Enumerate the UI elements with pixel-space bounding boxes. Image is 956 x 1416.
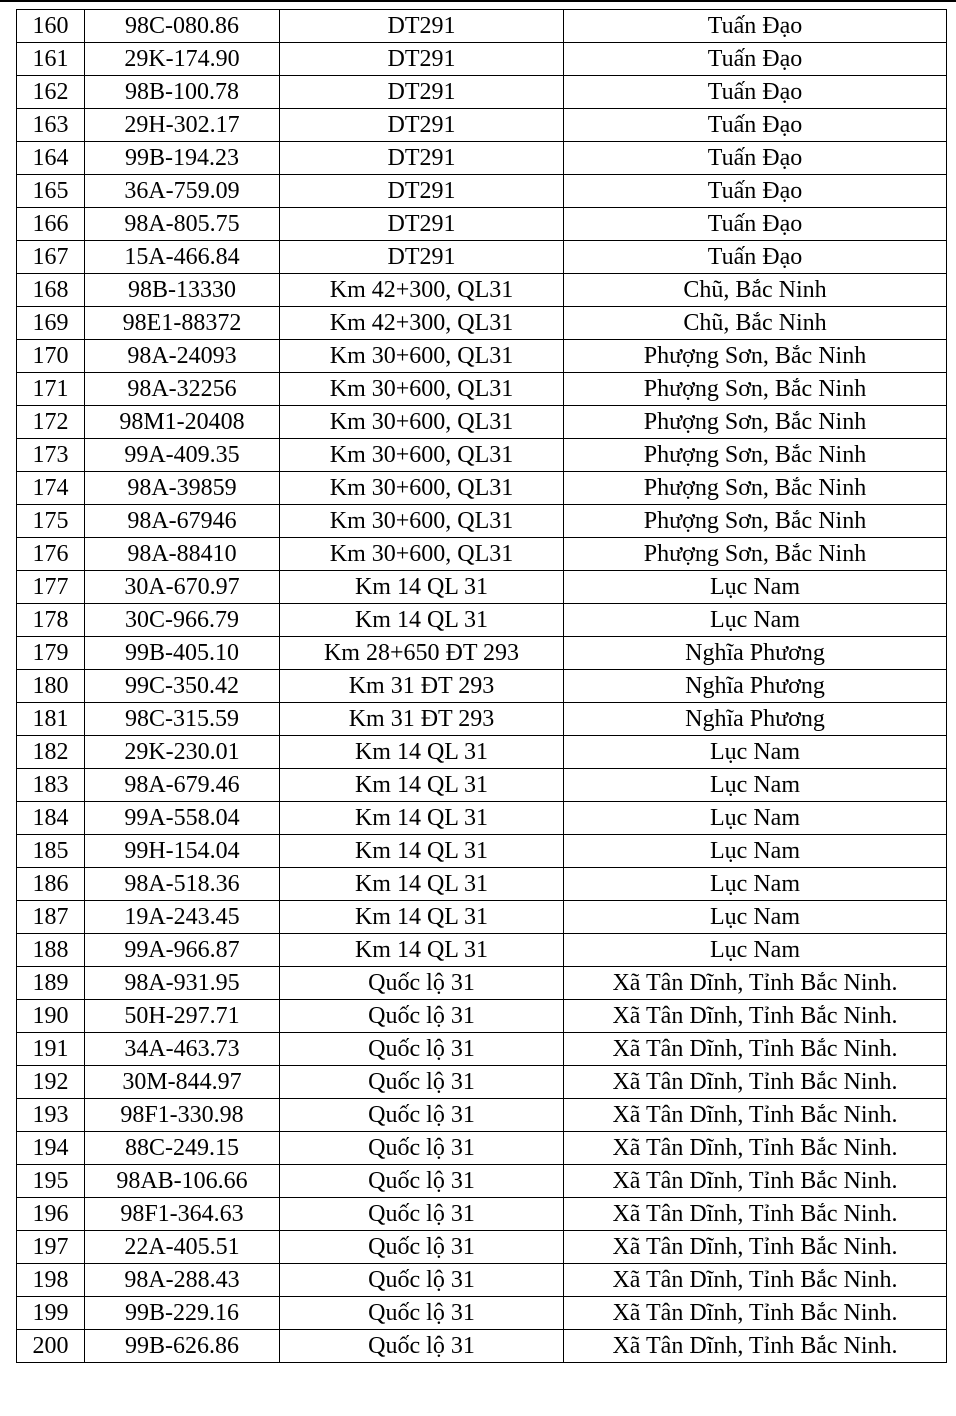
row-number: 176 xyxy=(17,538,85,571)
area-name: Xã Tân Dĩnh, Tỉnh Bắc Ninh. xyxy=(564,1132,947,1165)
violation-location: Quốc lộ 31 xyxy=(280,1033,564,1066)
violation-table xyxy=(16,9,947,1363)
area-name: Chũ, Bắc Ninh xyxy=(564,307,947,340)
row-number: 164 xyxy=(17,142,85,175)
row-number: 169 xyxy=(17,307,85,340)
violation-location: Quốc lộ 31 xyxy=(280,1066,564,1099)
license-plate: 34A-463.73 xyxy=(85,1033,280,1066)
license-plate: 98AB-106.66 xyxy=(85,1165,280,1198)
area-name: Xã Tân Dĩnh, Tỉnh Bắc Ninh. xyxy=(564,1297,947,1330)
area-name: Tuấn Đạo xyxy=(564,142,947,175)
violation-location: Km 14 QL 31 xyxy=(280,604,564,637)
table-row xyxy=(17,967,947,1000)
violation-location: Quốc lộ 31 xyxy=(280,1330,564,1363)
table-row xyxy=(17,175,947,208)
violation-location: Km 14 QL 31 xyxy=(280,571,564,604)
area-name: Tuấn Đạo xyxy=(564,109,947,142)
license-plate: 29K-230.01 xyxy=(85,736,280,769)
license-plate: 19A-243.45 xyxy=(85,901,280,934)
table-row xyxy=(17,934,947,967)
violation-location: Km 14 QL 31 xyxy=(280,934,564,967)
violation-location: DT291 xyxy=(280,10,564,43)
violation-location: Quốc lộ 31 xyxy=(280,1000,564,1033)
license-plate: 99H-154.04 xyxy=(85,835,280,868)
table-row xyxy=(17,1099,947,1132)
area-name: Tuấn Đạo xyxy=(564,175,947,208)
area-name: Nghĩa Phương xyxy=(564,703,947,736)
row-number: 160 xyxy=(17,10,85,43)
row-number: 191 xyxy=(17,1033,85,1066)
area-name: Phượng Sơn, Bắc Ninh xyxy=(564,472,947,505)
violation-location: Km 28+650 ĐT 293 xyxy=(280,637,564,670)
license-plate: 98B-13330 xyxy=(85,274,280,307)
table-row xyxy=(17,835,947,868)
area-name: Phượng Sơn, Bắc Ninh xyxy=(564,406,947,439)
row-number: 173 xyxy=(17,439,85,472)
violation-location: Km 42+300, QL31 xyxy=(280,274,564,307)
area-name: Tuấn Đạo xyxy=(564,76,947,109)
row-number: 181 xyxy=(17,703,85,736)
table-row xyxy=(17,670,947,703)
row-number: 165 xyxy=(17,175,85,208)
violation-location: DT291 xyxy=(280,175,564,208)
violation-location: DT291 xyxy=(280,76,564,109)
area-name: Xã Tân Dĩnh, Tỉnh Bắc Ninh. xyxy=(564,1165,947,1198)
license-plate: 98A-67946 xyxy=(85,505,280,538)
area-name: Lục Nam xyxy=(564,835,947,868)
area-name: Lục Nam xyxy=(564,802,947,835)
row-number: 188 xyxy=(17,934,85,967)
row-number: 177 xyxy=(17,571,85,604)
area-name: Lục Nam xyxy=(564,769,947,802)
area-name: Lục Nam xyxy=(564,736,947,769)
violation-location: Km 30+600, QL31 xyxy=(280,538,564,571)
row-number: 182 xyxy=(17,736,85,769)
row-number: 193 xyxy=(17,1099,85,1132)
license-plate: 98A-24093 xyxy=(85,340,280,373)
license-plate: 98E1-88372 xyxy=(85,307,280,340)
violation-location: Quốc lộ 31 xyxy=(280,1297,564,1330)
license-plate: 29K-174.90 xyxy=(85,43,280,76)
violation-location: Km 14 QL 31 xyxy=(280,901,564,934)
table-row xyxy=(17,76,947,109)
area-name: Lục Nam xyxy=(564,604,947,637)
row-number: 168 xyxy=(17,274,85,307)
license-plate: 98A-931.95 xyxy=(85,967,280,1000)
license-plate: 98F1-330.98 xyxy=(85,1099,280,1132)
table-row xyxy=(17,1297,947,1330)
table-row xyxy=(17,703,947,736)
license-plate: 98C-315.59 xyxy=(85,703,280,736)
license-plate: 98A-679.46 xyxy=(85,769,280,802)
area-name: Nghĩa Phương xyxy=(564,637,947,670)
table-row xyxy=(17,274,947,307)
row-number: 162 xyxy=(17,76,85,109)
violation-location: Km 14 QL 31 xyxy=(280,835,564,868)
area-name: Xã Tân Dĩnh, Tỉnh Bắc Ninh. xyxy=(564,1066,947,1099)
table-row xyxy=(17,1264,947,1297)
table-row xyxy=(17,1198,947,1231)
license-plate: 50H-297.71 xyxy=(85,1000,280,1033)
row-number: 189 xyxy=(17,967,85,1000)
table-row xyxy=(17,868,947,901)
violation-location: Km 30+600, QL31 xyxy=(280,340,564,373)
table-row xyxy=(17,307,947,340)
license-plate: 98A-288.43 xyxy=(85,1264,280,1297)
area-name: Tuấn Đạo xyxy=(564,208,947,241)
license-plate: 88C-249.15 xyxy=(85,1132,280,1165)
table-row xyxy=(17,637,947,670)
license-plate: 99B-194.23 xyxy=(85,142,280,175)
area-name: Phượng Sơn, Bắc Ninh xyxy=(564,439,947,472)
table-row xyxy=(17,538,947,571)
area-name: Xã Tân Dĩnh, Tỉnh Bắc Ninh. xyxy=(564,1099,947,1132)
license-plate: 22A-405.51 xyxy=(85,1231,280,1264)
license-plate: 98A-32256 xyxy=(85,373,280,406)
area-name: Tuấn Đạo xyxy=(564,241,947,274)
row-number: 185 xyxy=(17,835,85,868)
violation-location: Quốc lộ 31 xyxy=(280,1198,564,1231)
license-plate: 98A-518.36 xyxy=(85,868,280,901)
row-number: 163 xyxy=(17,109,85,142)
table-row xyxy=(17,505,947,538)
violation-location: Km 30+600, QL31 xyxy=(280,505,564,538)
row-number: 194 xyxy=(17,1132,85,1165)
area-name: Xã Tân Dĩnh, Tỉnh Bắc Ninh. xyxy=(564,1033,947,1066)
violation-location: DT291 xyxy=(280,43,564,76)
area-name: Lục Nam xyxy=(564,571,947,604)
table-row xyxy=(17,439,947,472)
violation-location: DT291 xyxy=(280,109,564,142)
license-plate: 15A-466.84 xyxy=(85,241,280,274)
table-row xyxy=(17,1330,947,1363)
row-number: 170 xyxy=(17,340,85,373)
violation-location: Km 14 QL 31 xyxy=(280,736,564,769)
license-plate: 99A-966.87 xyxy=(85,934,280,967)
table-row xyxy=(17,241,947,274)
license-plate: 98A-805.75 xyxy=(85,208,280,241)
violation-location: Quốc lộ 31 xyxy=(280,1099,564,1132)
row-number: 184 xyxy=(17,802,85,835)
area-name: Lục Nam xyxy=(564,901,947,934)
row-number: 199 xyxy=(17,1297,85,1330)
license-plate: 30C-966.79 xyxy=(85,604,280,637)
area-name: Nghĩa Phương xyxy=(564,670,947,703)
area-name: Tuấn Đạo xyxy=(564,10,947,43)
table-row xyxy=(17,769,947,802)
violation-location: Quốc lộ 31 xyxy=(280,1231,564,1264)
table-row xyxy=(17,10,947,43)
violation-location: Km 30+600, QL31 xyxy=(280,406,564,439)
row-number: 171 xyxy=(17,373,85,406)
license-plate: 99C-350.42 xyxy=(85,670,280,703)
area-name: Xã Tân Dĩnh, Tỉnh Bắc Ninh. xyxy=(564,967,947,1000)
row-number: 195 xyxy=(17,1165,85,1198)
row-number: 175 xyxy=(17,505,85,538)
row-number: 198 xyxy=(17,1264,85,1297)
area-name: Xã Tân Dĩnh, Tỉnh Bắc Ninh. xyxy=(564,1198,947,1231)
license-plate: 30M-844.97 xyxy=(85,1066,280,1099)
table-row xyxy=(17,142,947,175)
table-row xyxy=(17,109,947,142)
table-row xyxy=(17,406,947,439)
row-number: 180 xyxy=(17,670,85,703)
row-number: 192 xyxy=(17,1066,85,1099)
violation-location: DT291 xyxy=(280,241,564,274)
license-plate: 36A-759.09 xyxy=(85,175,280,208)
table-row xyxy=(17,1033,947,1066)
license-plate: 98C-080.86 xyxy=(85,10,280,43)
license-plate: 99B-229.16 xyxy=(85,1297,280,1330)
license-plate: 98F1-364.63 xyxy=(85,1198,280,1231)
area-name: Tuấn Đạo xyxy=(564,43,947,76)
area-name: Lục Nam xyxy=(564,934,947,967)
table-row xyxy=(17,1066,947,1099)
license-plate: 99B-626.86 xyxy=(85,1330,280,1363)
violation-location: Km 14 QL 31 xyxy=(280,802,564,835)
table-row xyxy=(17,571,947,604)
license-plate: 98B-100.78 xyxy=(85,76,280,109)
table-row xyxy=(17,604,947,637)
area-name: Xã Tân Dĩnh, Tỉnh Bắc Ninh. xyxy=(564,1264,947,1297)
table-row xyxy=(17,340,947,373)
area-name: Phượng Sơn, Bắc Ninh xyxy=(564,373,947,406)
top-rule xyxy=(0,0,956,2)
violation-location: Km 31 ĐT 293 xyxy=(280,670,564,703)
area-name: Xã Tân Dĩnh, Tỉnh Bắc Ninh. xyxy=(564,1000,947,1033)
row-number: 196 xyxy=(17,1198,85,1231)
table-row xyxy=(17,736,947,769)
license-plate: 98M1-20408 xyxy=(85,406,280,439)
license-plate: 99B-405.10 xyxy=(85,637,280,670)
table-row xyxy=(17,1165,947,1198)
table-row xyxy=(17,901,947,934)
violation-location: Km 30+600, QL31 xyxy=(280,439,564,472)
table-row xyxy=(17,472,947,505)
violation-location: Quốc lộ 31 xyxy=(280,1165,564,1198)
area-name: Lục Nam xyxy=(564,868,947,901)
row-number: 190 xyxy=(17,1000,85,1033)
license-plate: 98A-39859 xyxy=(85,472,280,505)
violation-location: DT291 xyxy=(280,208,564,241)
license-plate: 99A-558.04 xyxy=(85,802,280,835)
area-name: Phượng Sơn, Bắc Ninh xyxy=(564,538,947,571)
license-plate: 99A-409.35 xyxy=(85,439,280,472)
table-body xyxy=(17,10,947,1363)
row-number: 183 xyxy=(17,769,85,802)
row-number: 172 xyxy=(17,406,85,439)
table-row xyxy=(17,208,947,241)
row-number: 174 xyxy=(17,472,85,505)
area-name: Phượng Sơn, Bắc Ninh xyxy=(564,505,947,538)
row-number: 166 xyxy=(17,208,85,241)
table-row xyxy=(17,1231,947,1264)
license-plate: 98A-88410 xyxy=(85,538,280,571)
violation-location: Km 31 ĐT 293 xyxy=(280,703,564,736)
row-number: 179 xyxy=(17,637,85,670)
row-number: 161 xyxy=(17,43,85,76)
row-number: 197 xyxy=(17,1231,85,1264)
row-number: 200 xyxy=(17,1330,85,1363)
area-name: Xã Tân Dĩnh, Tỉnh Bắc Ninh. xyxy=(564,1231,947,1264)
violation-location: Km 14 QL 31 xyxy=(280,769,564,802)
license-plate: 30A-670.97 xyxy=(85,571,280,604)
row-number: 186 xyxy=(17,868,85,901)
violation-location: Quốc lộ 31 xyxy=(280,967,564,1000)
violation-location: Km 14 QL 31 xyxy=(280,868,564,901)
table-row xyxy=(17,802,947,835)
license-plate: 29H-302.17 xyxy=(85,109,280,142)
violation-location: Km 30+600, QL31 xyxy=(280,373,564,406)
violation-location: Quốc lộ 31 xyxy=(280,1132,564,1165)
violation-location: DT291 xyxy=(280,142,564,175)
table-row xyxy=(17,1132,947,1165)
row-number: 178 xyxy=(17,604,85,637)
area-name: Xã Tân Dĩnh, Tỉnh Bắc Ninh. xyxy=(564,1330,947,1363)
table-row xyxy=(17,373,947,406)
area-name: Phượng Sơn, Bắc Ninh xyxy=(564,340,947,373)
violation-location: Quốc lộ 31 xyxy=(280,1264,564,1297)
violation-location: Km 42+300, QL31 xyxy=(280,307,564,340)
violation-location: Km 30+600, QL31 xyxy=(280,472,564,505)
table-row xyxy=(17,1000,947,1033)
row-number: 187 xyxy=(17,901,85,934)
row-number: 167 xyxy=(17,241,85,274)
table-row xyxy=(17,43,947,76)
area-name: Chũ, Bắc Ninh xyxy=(564,274,947,307)
